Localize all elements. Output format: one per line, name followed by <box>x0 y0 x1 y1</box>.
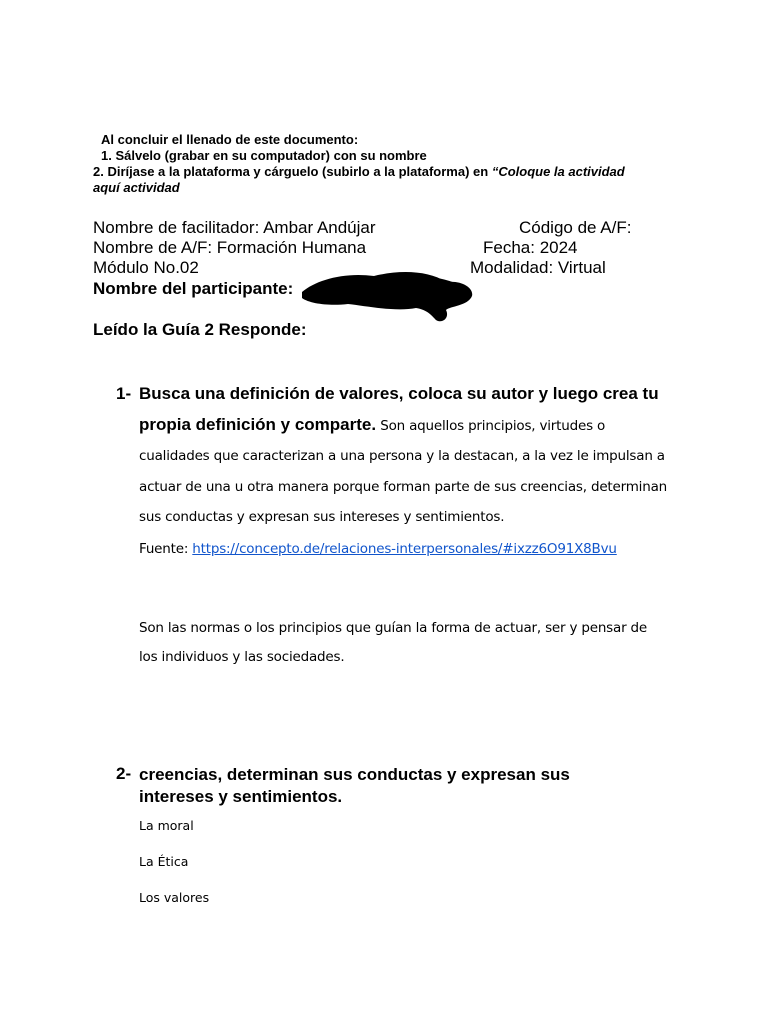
source-label: Fuente: <box>139 541 193 557</box>
instruction-intro: Al concluir el llenado de este documento: <box>101 132 359 147</box>
af-name: Nombre de A/F: Formación Humana <box>93 238 367 257</box>
list-item-etica: La Ética <box>139 854 189 869</box>
question-1-block <box>139 379 679 533</box>
modality: Modalidad: Virtual <box>470 258 606 277</box>
instruction-step-1: 1. Sálvelo (grabar en su computador) con su nombre <box>101 148 427 163</box>
source-line <box>139 535 617 565</box>
question-1-answer: Son aquellos principios, virtudes o cualidades que caracterizan a una persona y la destacan, a la vez le impulsan a actuar de una u otra manera porque forman parte de sus creencias, determinan sus conductas y expresan sus intereses y sentimientos. <box>139 417 668 525</box>
list-item-valores: Los valores <box>139 890 210 905</box>
guide-heading: Leído la Guía 2 Responde: <box>93 320 307 339</box>
own-definition-line-1: Son las normas o los principios que guían la forma de actuar, ser y pensar de <box>139 620 647 636</box>
redaction-mark <box>296 266 478 324</box>
question-2-title-line-2: intereses y sentimientos. <box>139 787 343 806</box>
own-definition-line-2: los individuos y las sociedades. <box>139 649 345 665</box>
question-1-title: Busca una definición de valores, coloca su autor y luego crea tu propia definición y comparte. <box>139 384 659 434</box>
date: Fecha: 2024 <box>483 238 578 257</box>
facilitator-name: Nombre de facilitador: Ambar Andújar <box>93 218 376 237</box>
instruction-step-2 <box>93 164 625 180</box>
question-1-number: 1- <box>116 384 132 403</box>
instruction-step-2-cont <box>93 180 180 196</box>
question-2-title-line-1: creencias, determinan sus conductas y expresan sus <box>139 765 570 784</box>
participant-label: Nombre del participante: <box>93 279 294 298</box>
af-code: Código de A/F: <box>519 218 632 237</box>
source-link[interactable]: https://concepto.de/relaciones-interpersonales/#ixzz6O91X8Bvu <box>192 541 617 557</box>
list-item-moral: La moral <box>139 818 194 833</box>
module-number: Módulo No.02 <box>93 258 199 277</box>
instruction-step-2-text: 2. Diríjase a la plataforma y cárguelo (subirlo a la plataforma) en <box>93 164 492 179</box>
instruction-step-2-italic-cont: aquí actividad <box>93 180 180 195</box>
instruction-step-2-italic: “Coloque la actividad <box>491 164 625 179</box>
question-2-number: 2- <box>116 764 132 783</box>
